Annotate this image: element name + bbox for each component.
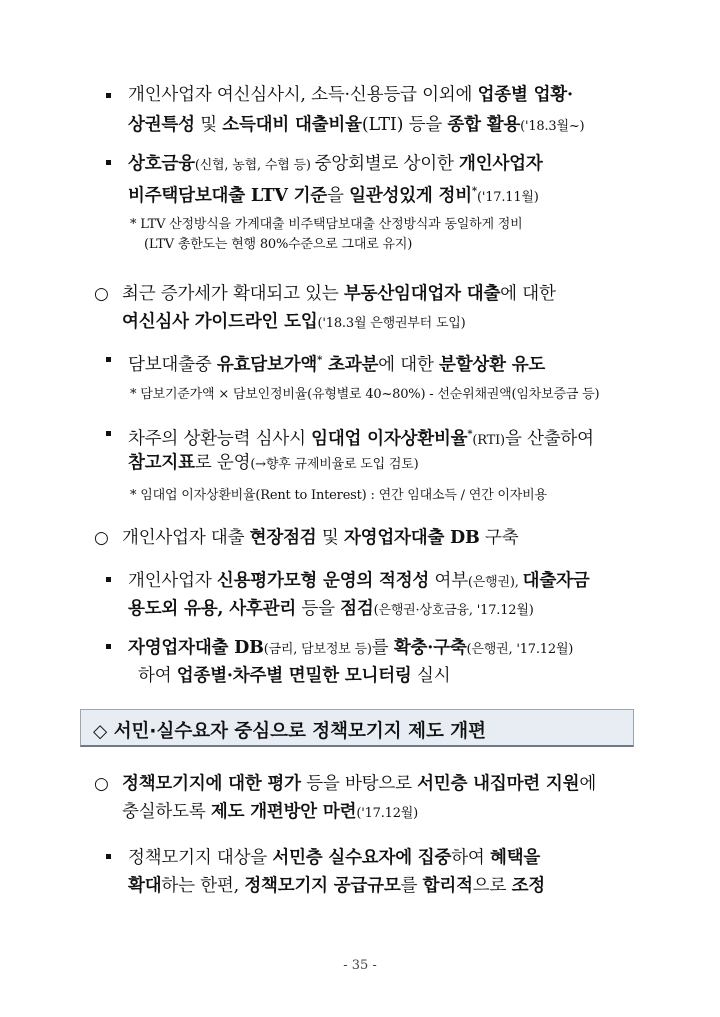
text-segment: 여부 <box>429 571 468 591</box>
text-segment: 대출자금 <box>522 571 590 591</box>
square-bullet-icon <box>106 93 111 98</box>
text-segment: 업종별 업황· <box>477 85 573 105</box>
text-line <box>130 487 547 505</box>
text-segment: 자영업자대출 DB <box>343 528 480 548</box>
text-line <box>130 216 523 234</box>
text-segment: 초과분 <box>322 354 379 375</box>
text-segment: * <box>471 186 477 197</box>
text-segment: 충실하도록 <box>122 802 211 822</box>
text-segment: 에 <box>579 774 597 794</box>
text-segment: 정책모기지에 대한 평가 <box>122 774 301 794</box>
text-line <box>128 153 543 177</box>
text-segment: 임대업 이자상환비율 <box>311 428 468 449</box>
text-segment: (→향후 규제비율로 도입 검토) <box>250 457 419 472</box>
text-segment: 을 <box>327 185 350 206</box>
text-segment: ('17.11월) <box>476 189 539 205</box>
square-bullet-icon <box>106 357 111 362</box>
text-segment: ('18.3월 은행권부터 도입) <box>317 316 466 331</box>
text-segment: 조정 <box>511 876 545 896</box>
text-line <box>122 283 556 305</box>
text-segment: 으로 <box>472 876 512 896</box>
text-segment: 서민층 실수요자에 집중 <box>272 848 452 868</box>
text-segment: 분할상환 유도 <box>439 354 546 375</box>
text-segment: 중앙회별로 상이한 <box>314 154 460 174</box>
text-segment: 점검 <box>340 599 374 619</box>
text-segment: 참고지표 <box>128 453 195 473</box>
text-segment: 및 <box>316 528 344 548</box>
square-bullet-icon <box>106 854 111 859</box>
text-segment: 최근 증가세가 확대되고 있는 <box>122 284 344 304</box>
text-segment: * 담보기준가액 × 담보인정비율(유형별로 40~80%) - 선순위채권액(임차보증금 등) <box>130 387 600 402</box>
text-segment: 정책모기지 대상을 <box>128 848 273 868</box>
square-bullet-icon <box>106 644 111 649</box>
text-segment: 상권특성 <box>128 115 195 135</box>
text-segment: 구축 <box>479 528 519 548</box>
text-segment: 종합 활용 <box>447 115 521 135</box>
text-segment: 를 <box>371 638 394 658</box>
square-bullet-icon <box>106 577 111 582</box>
text-segment: (은행권, '17.12월) <box>466 642 574 657</box>
text-segment: * <box>467 429 473 440</box>
text-segment: 현장점검 <box>249 528 317 548</box>
text-segment: * 임대업 이자상환비율(Rent to Interest) : 연간 임대소득 / 연간 이자비용 <box>130 488 547 503</box>
text-segment: 하여 <box>451 848 490 868</box>
text-segment: 여신심사 가이드라인 도입 <box>122 312 318 332</box>
text-line <box>122 311 466 335</box>
circle-bullet-icon: ○ <box>94 774 109 794</box>
text-segment: 담보대출중 <box>128 354 217 375</box>
text-segment: 로 운영 <box>194 453 251 473</box>
text-segment: 하여 <box>138 666 177 686</box>
text-segment: ('17.12월) <box>356 806 419 821</box>
text-segment: (은행권·상호금융, '17.12월) <box>373 603 534 618</box>
text-segment: 서민층 내집마련 지원 <box>417 774 580 794</box>
text-segment: * <box>317 355 323 366</box>
text-segment: 및 <box>194 115 223 135</box>
text-segment: 를 <box>400 876 423 896</box>
text-segment: (금리, 담보정보 등) <box>263 642 372 657</box>
text-segment: 개인사업자 대출 <box>122 528 250 548</box>
text-segment: 부동산임대업자 대출 <box>343 284 501 304</box>
page-number: - 35 - <box>343 958 377 973</box>
text-segment: 등을 <box>296 599 341 619</box>
text-line <box>128 875 545 897</box>
square-bullet-icon <box>106 431 111 436</box>
text-line <box>128 598 534 622</box>
text-segment: 소득대비 대출비율 <box>222 115 362 135</box>
text-line <box>138 665 450 687</box>
square-bullet-icon <box>106 160 111 165</box>
text-segment: 에 대한 <box>500 284 556 304</box>
text-segment: 실시 <box>411 666 451 686</box>
circle-bullet-icon: ○ <box>94 528 109 548</box>
text-segment: 비주택담보대출 LTV 기준 <box>128 185 328 206</box>
text-segment: (RTI) <box>472 432 505 448</box>
text-line <box>122 527 518 549</box>
text-line <box>128 847 540 869</box>
text-segment: 자영업자대출 DB <box>128 638 264 658</box>
text-line <box>128 424 594 452</box>
text-segment: 업종별·차주별 면밀한 모니터링 <box>176 666 412 686</box>
text-line <box>128 84 573 106</box>
circle-bullet-icon: ○ <box>94 284 109 304</box>
text-line <box>128 570 589 594</box>
text-segment: 을 산출하여 <box>504 428 594 449</box>
text-segment: 용도외 유용, 사후관리 <box>128 599 297 619</box>
text-segment: (은행권), <box>467 575 523 590</box>
text-segment: 개인사업자 <box>128 571 217 591</box>
section-header-box <box>80 709 634 747</box>
section-title <box>93 717 486 743</box>
text-segment: 개인사업자 <box>459 154 543 174</box>
text-segment: (LTI) 등을 <box>361 115 448 135</box>
text-segment: 등을 바탕으로 <box>300 774 418 794</box>
text-line <box>128 637 573 661</box>
text-segment: 유효담보가액 <box>216 354 318 375</box>
text-segment: 차주의 상환능력 심사시 <box>128 428 312 449</box>
text-segment: 제도 개편방안 마련 <box>210 802 357 822</box>
text-segment: (LTV 총한도는 현행 80%수준으로 그대로 유지) <box>144 237 413 252</box>
text-segment: 개인사업자 여신심사시, 소득·신용등급 이외에 <box>128 85 478 105</box>
text-segment: 정책모기지 공급규모 <box>244 876 401 896</box>
text-line <box>128 181 539 209</box>
section-title-text: 서민·실수요자 중심으로 정책모기지 제도 개편 <box>113 721 487 742</box>
text-segment: 에 대한 <box>378 354 440 375</box>
text-line <box>128 452 418 476</box>
text-segment: 확충·구축 <box>393 638 467 658</box>
text-segment: (신협, 농협, 수협 등) <box>194 158 315 173</box>
text-segment: 하는 한편, <box>161 876 245 896</box>
text-segment: * LTV 산정방식을 가계대출 비주택담보대출 산정방식과 동일하게 정비 <box>130 217 523 232</box>
text-line <box>122 801 418 825</box>
text-line <box>128 350 545 376</box>
text-segment: 신용평가모형 운영의 적정성 <box>216 571 430 591</box>
text-line <box>122 773 596 795</box>
text-segment: 상호금융 <box>128 154 195 174</box>
text-segment: 혜택을 <box>490 848 541 868</box>
text-line <box>130 386 599 404</box>
diamond-icon: ◇ <box>93 721 108 742</box>
text-line <box>128 114 584 138</box>
text-segment: 합리적 <box>422 876 473 896</box>
text-segment: ('18.3월~) <box>520 119 585 134</box>
text-segment: 확대 <box>128 876 162 896</box>
text-segment: 일관성있게 정비 <box>349 185 472 206</box>
text-line <box>144 236 412 254</box>
